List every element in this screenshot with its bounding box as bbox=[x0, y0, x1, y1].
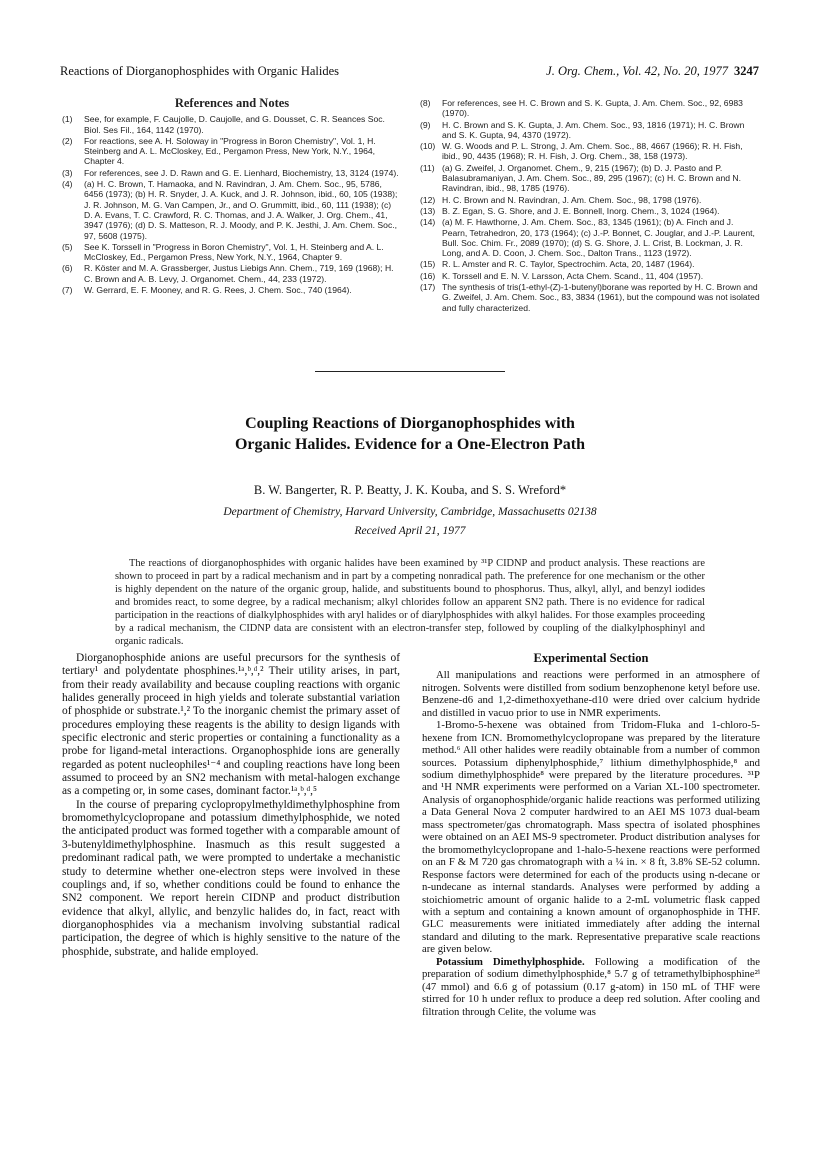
subsection-text: Following a modification of the preparation of sodium dimethylphosphide,⁸ 5.7 g of tetramethylbiphosphine²ⁱ (47 mmol) and 6.6 g of potassium (0.17 g-atom) in 150 mL of THF were stirred for 10 h under reflux to produce a deep red solution. After cooling and filtration through Celite, the volume was bbox=[422, 955, 760, 1018]
references-right-column bbox=[420, 98, 760, 314]
reference-item bbox=[420, 98, 760, 119]
reference-text: For references, see H. C. Brown and S. K. Gupta, J. Am. Chem. Soc., 92, 6983 (1970). bbox=[442, 98, 743, 119]
references-section bbox=[62, 98, 760, 314]
journal-citation bbox=[546, 64, 759, 79]
section-divider bbox=[315, 371, 505, 372]
reference-item bbox=[420, 163, 760, 194]
experimental-heading: Experimental Section bbox=[533, 651, 649, 665]
reference-number: (10) bbox=[420, 141, 436, 152]
reference-number: (11) bbox=[420, 162, 435, 173]
reference-text: (a) M. F. Hawthorne, J. Am. Chem. Soc., 83, 1345 (1961); (b) A. Finch and J. Pearn, Tetrahedron, 20, 173 (1964); (c) J.-P. Bonnet, C. Jouglar, and J.-P. Laurent, Bull. Soc. Chim. Fr., 2089 (1970); (d) S. G. Shore, J. L. Crist, B. Lockman, J. R. Long, and A. D. Coon, J. Chem. Soc., Dalton Trans., 1123 (1972). bbox=[442, 217, 755, 259]
reference-number: (15) bbox=[420, 259, 436, 270]
reference-item bbox=[420, 271, 760, 281]
reference-number: (13) bbox=[420, 205, 436, 216]
body-columns bbox=[62, 652, 760, 1018]
reference-text: See K. Torssell in "Progress in Boron Chemistry", Vol. 1, H. Steinberg and A. L. McCloskey, Ed., Pergamon Press, New York, N.Y., 1964, Chapter 9. bbox=[84, 241, 384, 263]
references-title: References and Notes bbox=[174, 96, 290, 110]
received-date: Received April 21, 1977 bbox=[354, 525, 466, 537]
intro-paragraph-1: Diorganophosphide anions are useful precursors for the synthesis of tertiary¹ and polydentate phosphines.¹ᵃ,ᵇ,ᵈ,² Their utility arises, in part, from their ready availability and because coupling reactions with organic halides generally proceed in high yields and tolerate substantial variation of phosphide or substrate.¹,² To the inorganic chemist the primary asset of procedures employing these reagents is the ability to design ligands with specific electronic and steric properties or containing a functionality as a probe for ligand-metal interactions. Organophosphide ions are generally regarded as potent nucleophiles¹⁻⁴ and coupling reactions have long been assumed to proceed by an SN2 mechanism with metal-halogen exchange as a competing or, in some cases, dominant factor.¹ᵃ,ᵇ,ᵈ,⁵ bbox=[62, 652, 400, 798]
reference-item bbox=[420, 259, 760, 269]
experimental-paragraph-1: All manipulations and reactions were performed in an atmosphere of nitrogen. Solvents were distilled from sodium benzophenone ketyl before use. Benzene-d6 and 1,2-dimethoxyethane-d10 were dried over calcium hydride and distilled in vacuo prior to use in NMR experiments. bbox=[422, 669, 760, 719]
reference-item bbox=[62, 179, 402, 241]
reference-number: (8) bbox=[420, 98, 431, 108]
reference-item bbox=[420, 217, 760, 258]
reference-item bbox=[62, 242, 402, 263]
reference-item bbox=[420, 282, 760, 313]
reference-item bbox=[420, 195, 760, 205]
reference-text: The synthesis of tris(1-ethyl-(Z)-1-butenyl)borane was reported by H. C. Brown and G. Zweifel, J. Am. Chem. Soc., 83, 3834 (1961), but the compound was not isolated and fully characterized. bbox=[442, 282, 760, 313]
article-authors: B. W. Bangerter, R. P. Beatty, J. K. Kouba, and S. S. Wreford* bbox=[253, 483, 567, 497]
reference-text: R. L. Amster and R. C. Taylor, Spectrochim. Acta, 20, 1487 (1964). bbox=[442, 259, 695, 270]
reference-text: For reactions, see A. H. Soloway in "Progress in Boron Chemistry", Vol. 1, H. Steinberg and A. L. McCloskey, Ed., Pergamon Press, New York, N.Y., 1964, Chapter 4. bbox=[84, 135, 376, 167]
reference-number: (6) bbox=[62, 263, 73, 274]
reference-text: See, for example, F. Caujolle, D. Caujolle, and G. Dousset, C. R. Seances Soc. Biol. Ses Fil., 164, 1142 (1970). bbox=[84, 114, 385, 135]
article-affiliation: Department of Chemistry, Harvard University, Cambridge, Massachusetts 02138 bbox=[223, 506, 597, 518]
reference-number: (1) bbox=[62, 114, 73, 125]
reference-item bbox=[420, 141, 760, 162]
reference-text: (a) H. C. Brown, T. Hamaoka, and N. Ravindran, J. Am. Chem. Soc., 95, 5786, 6456 (1973); (b) H. R. Snyder, J. A. Kuck, and J. R. Johnson, ibid., 60, 105 (1938); J. R. Johnson, M. G. Van Campen, Jr., and O. Grummitt, ibid., 60, 111 (1938); (c) D. A. Evans, T. C. Crawford, R. C. Thomas, and J. A. Walker, J. Org. Chem., 41, 3947 (1976); (d) D. S. Matteson, R. J. Moody, and P. K. Jesthi, J. Am. Chem. Soc., 97, 5608 (1975). bbox=[84, 179, 398, 241]
reference-item bbox=[62, 263, 402, 284]
reference-text: W. Gerrard, E. F. Mooney, and R. G. Rees, J. Chem. Soc., 740 (1964). bbox=[84, 285, 352, 296]
reference-item bbox=[420, 120, 760, 141]
reference-number: (2) bbox=[62, 135, 73, 146]
reference-item bbox=[62, 168, 402, 178]
reference-item bbox=[62, 114, 402, 135]
reference-text: W. G. Woods and P. L. Strong, J. Am. Chem. Soc., 88, 4667 (1966); R. H. Fish, ibid., 90, 4435 (1968); R. H. Fish, J. Org. Chem., 38, 158 (1973). bbox=[442, 141, 743, 162]
reference-number: (14) bbox=[420, 217, 436, 228]
reference-number: (4) bbox=[62, 179, 73, 190]
experimental-paragraph-2: 1-Bromo-5-hexene was obtained from Tridom-Fluka and 1-chloro-5-hexene from ICN. Bromomethylcyclopropane was prepared by the literature method.⁶ All other halides were readily obtainable from a number of common sources. Potassium diphenylphosphide,⁷ lithium dimethylphosphide,⁸ and sodium dimethylphosphide⁸ were prepared by the literature procedures. ³¹P and ¹H NMR experiments were performed on a Varian XL-100 spectrometer. Analysis of organophosphide/organic halide reactions was performed utilizing a Data General Nova 2 computer hardwired to an AEI MS 1073 dual-beam mass spectrometer/gas chromatograph. Mass spectra of isolated phosphines were obtained on an AEI MS-9 spectrometer. Product distribution analyses for the bromomethylcyclopropane and 1-halo-5-hexene reactions were performed on an F & M 720 gas chromatograph with a ¼ in. × 8 ft, 3.8% SE-52 column. Response factors were determined for each of the products using n-decane or n-undecane as internal standards. Analyses were performed by adding a stoichiometric amount of organic halide to a 2-mL volumetric flask capped with a septum and containing a known amount of organophosphide in THF. GLC measurements were initiated immediately after adding the internal standard and diluting to the mark. Representative preparative scale reactions are given below. bbox=[422, 719, 760, 956]
reference-item bbox=[62, 136, 402, 167]
references-left-column bbox=[62, 98, 402, 314]
article-title bbox=[60, 413, 760, 455]
reference-text: (a) G. Zweifel, J. Organomet. Chem., 9, 215 (1967); (b) D. J. Pasto and P. Balasubramaniyan, J. Am. Chem. Soc., 89, 295 (1967); (c) H. C. Brown and N. Ravindran, ibid., 98, 1785 (1976). bbox=[442, 162, 742, 194]
journal-name: J. Org. Chem., Vol. 42, No. 20, 1977 bbox=[546, 64, 728, 78]
reference-number: (17) bbox=[420, 282, 436, 293]
reference-item bbox=[62, 285, 402, 295]
running-title: Reactions of Diorganophosphides with Organic Halides bbox=[60, 64, 340, 78]
experimental-paragraph-3 bbox=[422, 956, 760, 1018]
article-title-line-1: Coupling Reactions of Diorganophosphides with bbox=[245, 415, 575, 432]
subsection-lead: Potassium Dimethylphosphide. bbox=[436, 955, 585, 968]
reference-text: R. Köster and M. A. Grassberger, Justus Liebigs Ann. Chem., 719, 169 (1968); H. C. Brown and A. B. Levy, J. Organomet. Chem., 44, 233 (1972). bbox=[84, 263, 394, 284]
intro-paragraph-2: In the course of preparing cyclopropylmethyldimethylphosphine from bromomethylcyclopropane and potassium dimethylphosphide, we noted the anticipated product was formed together with a comparable amount of 3-butenyldimethylphosphine. Inasmuch as this result suggested a predominant radical path, we were prompted to undertake a mechanistic study to determine whether one-electron steps were involved in these couplings and, if so, whether conditions could be found to enhance the SN2 component. We report herein CIDNP and product distribution evidence that alkyl, allylic, and benzylic halides do, in fact, react with diorganophosphides via a mechanism involving substantial radical participation, the degree of which is highly sensitive to the nature of the phosphide, substrate, and halide employed. bbox=[62, 798, 400, 958]
reference-text: H. C. Brown and S. K. Gupta, J. Am. Chem. Soc., 93, 1816 (1971); H. C. Brown and S. K. Gupta, 94, 4370 (1972). bbox=[442, 119, 745, 140]
article-title-line-2: Organic Halides. Evidence for a One-Electron Path bbox=[234, 436, 586, 453]
reference-text: For references, see J. D. Rawn and G. E. Lienhard, Biochemistry, 13, 3124 (1974). bbox=[84, 167, 399, 178]
body-left-column bbox=[62, 652, 400, 1018]
reference-number: (12) bbox=[420, 194, 436, 205]
body-right-column bbox=[422, 652, 760, 1018]
reference-text: K. Torssell and E. N. V. Larsson, Acta Chem. Scand., 11, 404 (1957). bbox=[442, 270, 704, 281]
reference-item bbox=[420, 206, 760, 216]
reference-number: (5) bbox=[62, 241, 73, 252]
reference-number: (7) bbox=[62, 285, 73, 296]
abstract: The reactions of diorganophosphides with organic halides have been examined by ³¹P CIDNP and product analysis. These reactions are shown to proceed in part by a radical mechanism and in part by a competing nonradical path. The preference for one mechanism or the other is highly dependent on the nature of the organic group, halide, and substituents bound to phosphorus. Thus, alkyl, allyl, and benzyl iodides and bromides react, to some degree, by a radical mechanism; alkyl chlorides follow an apparent SN2 path. There is no evidence for radical participation in the reactions of dialkylphosphides with aryl halides or of diarylphosphides with alkyl halides. For those examples proceeding by a radical mechanism, the CIDNP data are consistent with an electron-transfer step, followed by coupling of the dialkylphosphinyl and organic radicals. bbox=[115, 558, 705, 647]
reference-number: (9) bbox=[420, 119, 431, 130]
reference-number: (3) bbox=[62, 167, 73, 178]
reference-text: H. C. Brown and N. Ravindran, J. Am. Chem. Soc., 98, 1798 (1976). bbox=[442, 194, 702, 205]
reference-text: B. Z. Egan, S. G. Shore, and J. E. Bonnell, Inorg. Chem., 3, 1024 (1964). bbox=[442, 205, 720, 216]
reference-number: (16) bbox=[420, 270, 436, 281]
page-number: 3247 bbox=[734, 64, 759, 78]
